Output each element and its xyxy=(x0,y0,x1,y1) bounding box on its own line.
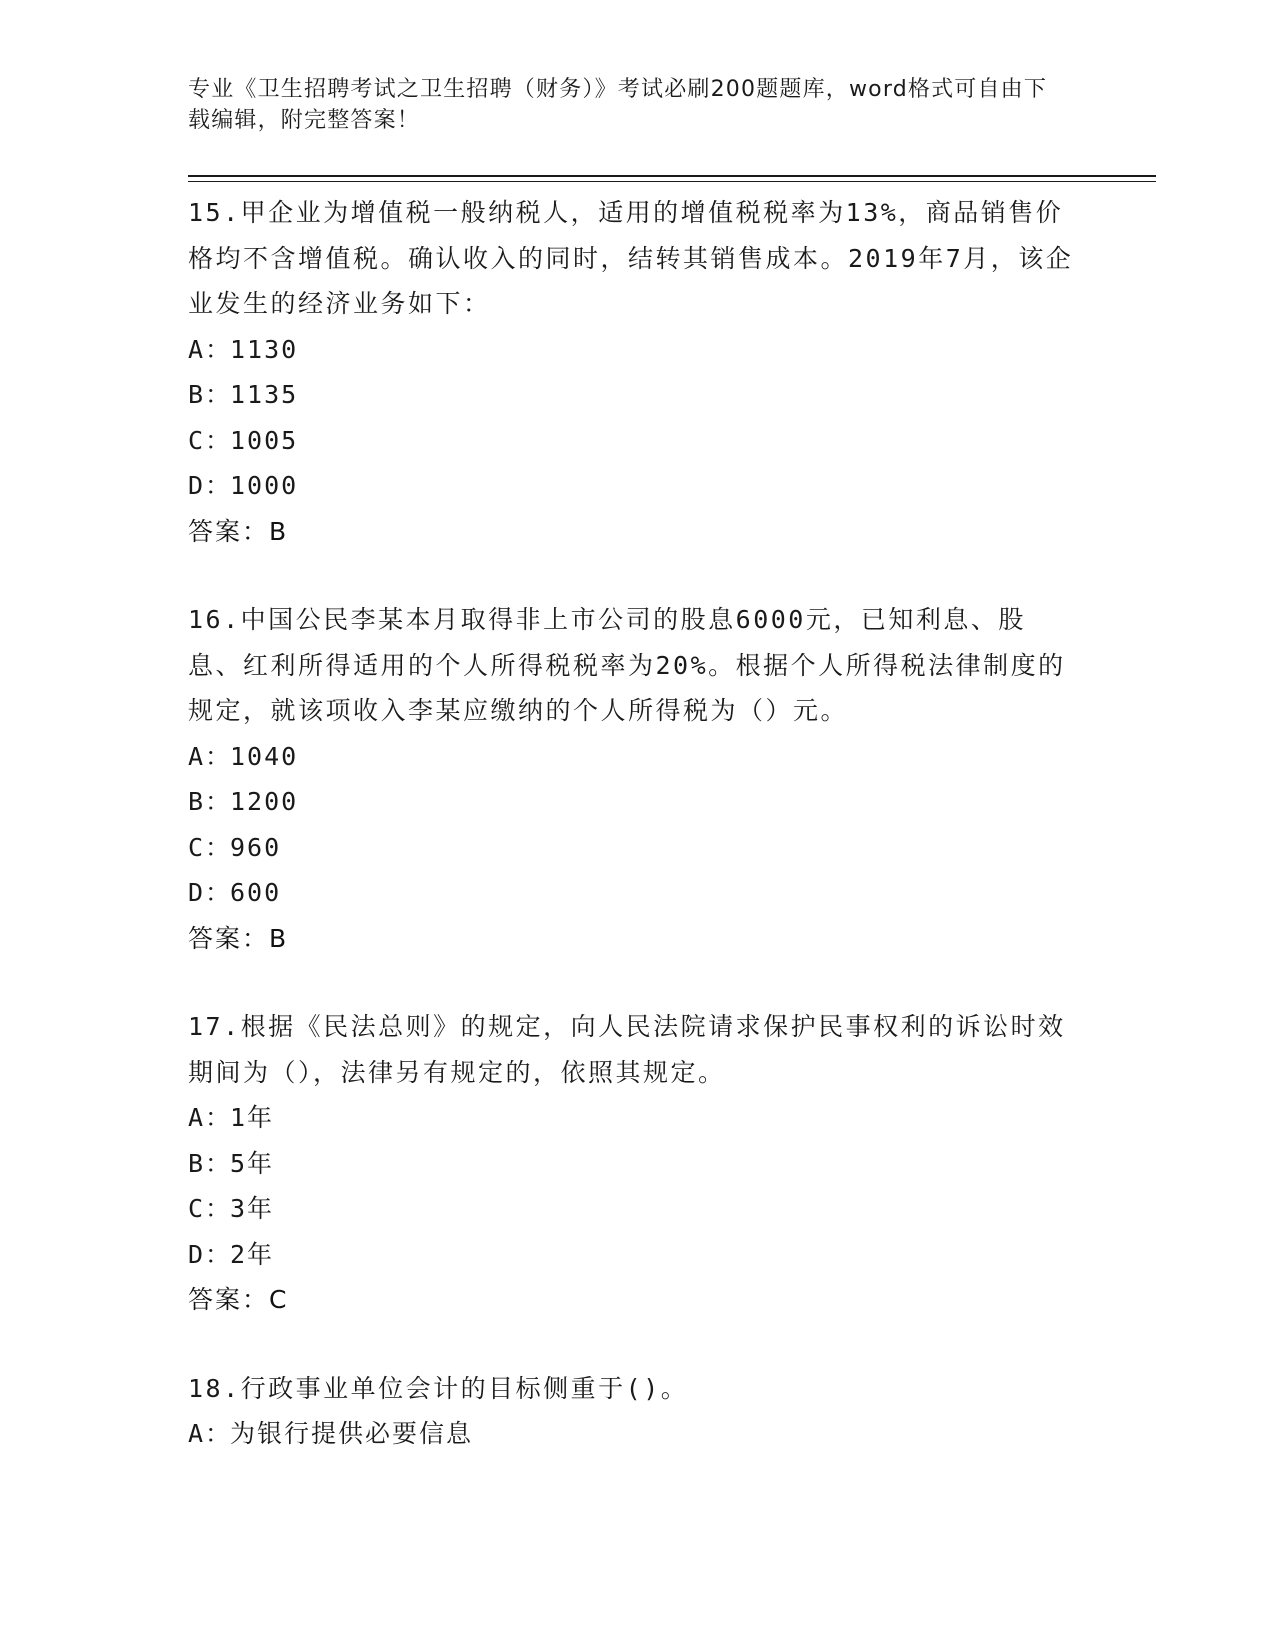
option-key: C： xyxy=(188,1194,233,1223)
option-c xyxy=(188,825,1078,871)
option-text: 1000 xyxy=(230,471,299,500)
option-key: B： xyxy=(188,1148,233,1178)
option-text: 为银行提供必要信息 xyxy=(230,1419,474,1448)
option-b xyxy=(188,1141,1078,1187)
option-text: 5年 xyxy=(230,1148,275,1178)
option-c xyxy=(188,418,1078,464)
option-text: 2年 xyxy=(230,1239,275,1269)
option-text: 1005 xyxy=(230,425,299,455)
question-18 xyxy=(188,1366,1078,1457)
option-a xyxy=(188,734,1078,780)
header-divider-thick xyxy=(188,175,1156,177)
option-a xyxy=(188,1095,1078,1141)
header-divider-thin xyxy=(188,181,1156,182)
option-d xyxy=(188,463,1078,509)
document-header: 专业《卫生招聘考试之卫生招聘（财务）》考试必刷200题题库，word格式可自由下载编辑，附完整答案！ xyxy=(188,77,1048,133)
option-text: 1130 xyxy=(230,334,299,364)
option-text: 600 xyxy=(230,878,282,907)
option-d xyxy=(188,1232,1078,1278)
question-stem: 17.根据《民法总则》的规定，向人民法院请求保护民事权利的诉讼时效期间为（），法律另有规定的，依照其规定。 xyxy=(188,1012,1066,1087)
option-a xyxy=(188,1411,1078,1457)
answer-line: 答案：B xyxy=(188,516,289,546)
option-key: B： xyxy=(188,787,233,816)
question-list xyxy=(188,190,1078,1500)
answer-line: 答案：C xyxy=(188,1285,289,1314)
option-text: 3年 xyxy=(230,1194,275,1223)
option-b xyxy=(188,779,1078,825)
option-c xyxy=(188,1186,1078,1232)
option-key: D： xyxy=(188,1239,233,1269)
answer-line: 答案：B xyxy=(188,923,289,953)
option-key: C： xyxy=(188,425,233,455)
question-stem: 16.中国公民李某本月取得非上市公司的股息6000元，已知利息、股息、红利所得适用的个人所得税税率为20%。根据个人所得税法律制度的规定，就该项收入李某应缴纳的个人所得税为（）元。 xyxy=(188,605,1066,725)
option-text: 1年 xyxy=(230,1103,275,1132)
question-stem: 15.甲企业为增值税一般纳税人，适用的增值税税率为13%，商品销售价格均不含增值税。确认收入的同时，结转其销售成本。2019年7月，该企业发生的经济业务如下： xyxy=(188,198,1074,318)
option-key: C： xyxy=(188,832,233,862)
option-text: 1200 xyxy=(230,787,299,816)
option-key: A： xyxy=(188,334,233,364)
question-15 xyxy=(188,190,1078,554)
option-key: B： xyxy=(188,380,233,409)
option-text: 960 xyxy=(230,832,282,862)
option-b xyxy=(188,372,1078,418)
option-key: A： xyxy=(188,741,233,771)
question-17 xyxy=(188,1004,1078,1323)
option-key: A： xyxy=(188,1103,233,1132)
option-text: 1040 xyxy=(230,741,299,771)
option-key: A： xyxy=(188,1419,233,1448)
question-stem: 18.行政事业单位会计的目标侧重于()。 xyxy=(188,1373,689,1403)
option-d xyxy=(188,870,1078,916)
option-a xyxy=(188,327,1078,373)
option-key: D： xyxy=(188,471,233,500)
question-16 xyxy=(188,597,1078,961)
option-text: 1135 xyxy=(230,380,299,409)
option-key: D： xyxy=(188,878,233,907)
